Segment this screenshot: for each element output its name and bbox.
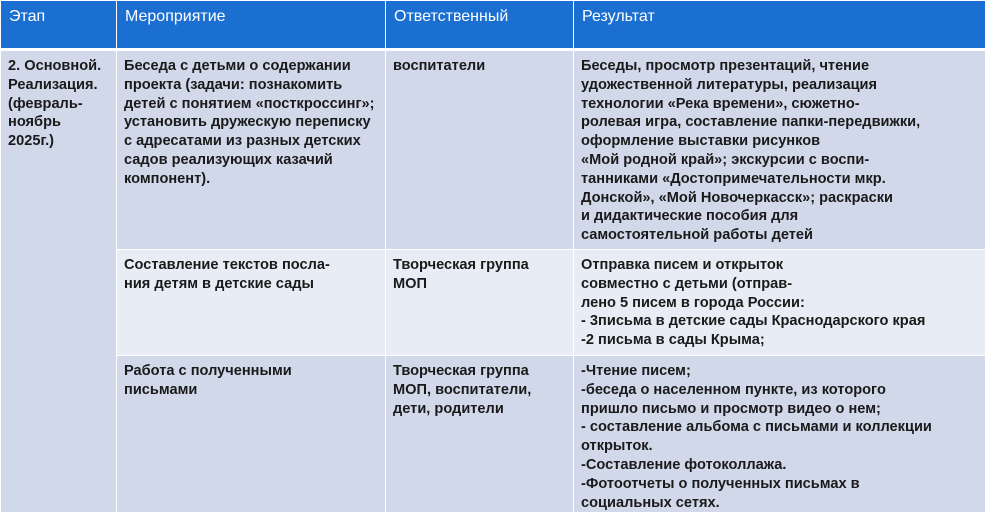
table-row — [1, 50, 985, 250]
header-result: Результат — [574, 1, 985, 50]
result-cell: Беседы, просмотр презентаций, чтение удожественной литературы, реализация технологии «Река времени», сюжетно- ролевая игра, составление папки-передвижки, оформление выставки рисунков «Мой родной край»; экскурсии с воспи- танниками «Достопримечательности мкр. Донской», «Мой Новочеркасск»; раскраски и дидактические пособия для самостоятельной работы детей — [574, 50, 985, 250]
header-event: Мероприятие — [117, 1, 386, 50]
responsible-cell: Творческая группа МОП, воспитатели, дети, родители — [386, 356, 574, 513]
event-cell: Работа с полученными письмами — [117, 356, 386, 513]
header-stage: Этап — [1, 1, 117, 50]
event-cell: Беседа с детьми о содержании проекта (задачи: познакомить детей с понятием «посткроссинг»; установить дружескую переписку с адресатами из разных детских садов реализующих казачий компонент). — [117, 50, 386, 250]
stage-cell: 2. Основной. Реализация. (февраль- ноябрь 2025г.) — [1, 50, 117, 513]
header-row — [1, 1, 985, 50]
table-row — [1, 250, 985, 356]
result-cell: -Чтение писем; -беседа о населенном пункте, из которого пришло письмо и просмотр видео о нем; - составление альбома с письмами и коллекции открыток. -Составление фотоколлажа. -Фотоотчеты о полученных письмах в социальных сетях. — [574, 356, 985, 513]
header-responsible: Ответственный — [386, 1, 574, 50]
result-cell: Отправка писем и открыток совместно с детьми (отправ- лено 5 писем в города России: - 3письма в детские сады Краснодарского края -2 письма в сады Крыма; — [574, 250, 985, 356]
table-row — [1, 356, 985, 513]
event-cell: Составление текстов посла- ния детям в детские сады — [117, 250, 386, 356]
responsible-cell: Творческая группа МОП — [386, 250, 574, 356]
responsible-cell: воспитатели — [386, 50, 574, 250]
